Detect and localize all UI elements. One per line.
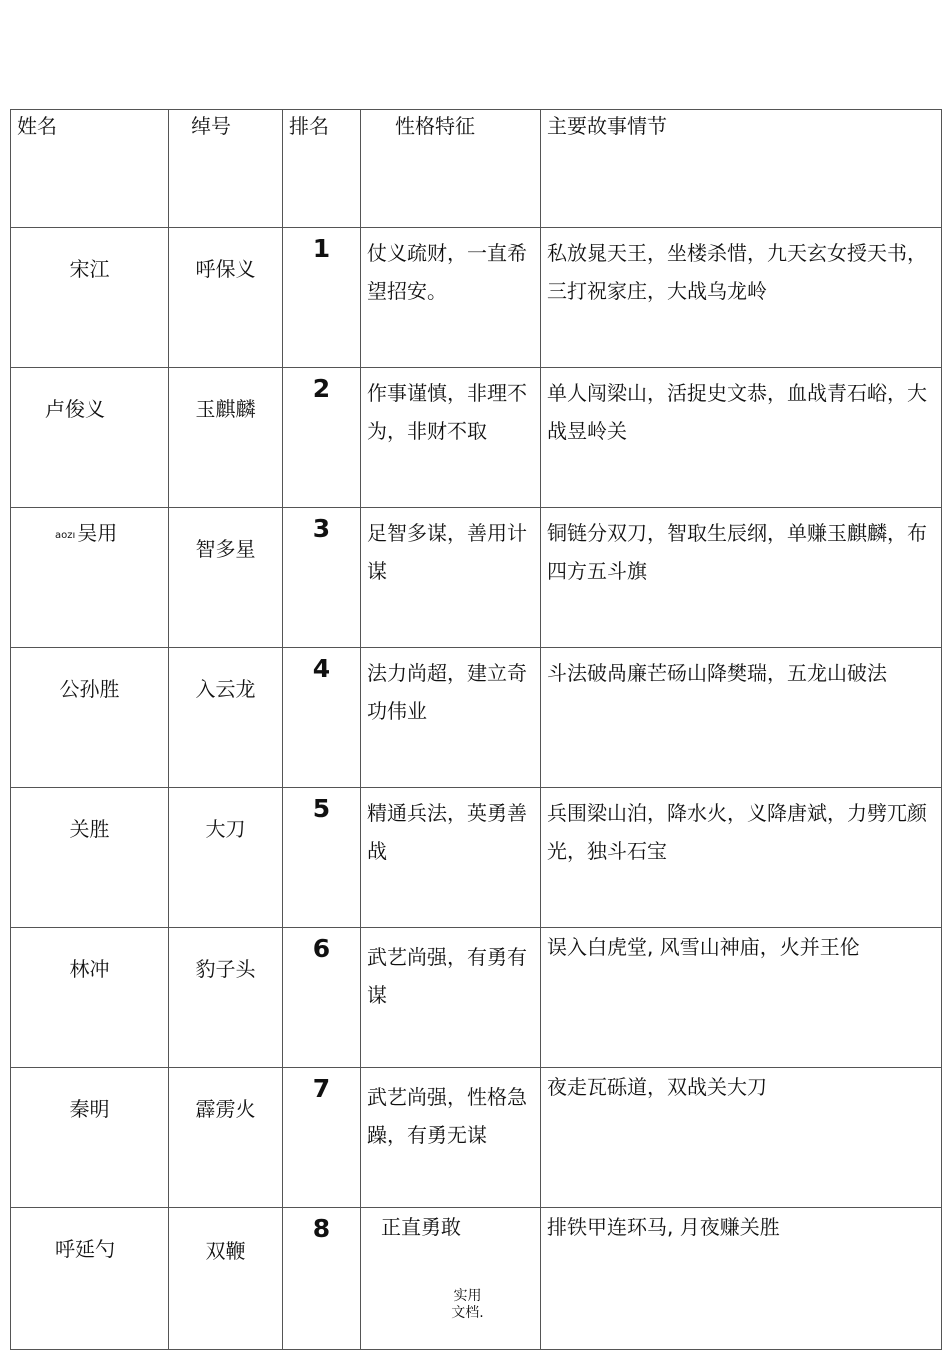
table-row (11, 788, 942, 928)
cell-story: 单人闯梁山，活捉史文恭，血战青石峪，大战昱岭关 (541, 368, 942, 508)
cell-rank: 7 (283, 1068, 361, 1208)
cell-name (11, 508, 169, 648)
footer-line-2: 文档. (451, 1305, 484, 1321)
cell-rank: 1 (283, 228, 361, 368)
cell-name: 秦明 (11, 1068, 169, 1208)
cell-nickname: 双鞭 (169, 1208, 283, 1350)
cell-name: 林冲 (11, 928, 169, 1068)
cell-rank: 3 (283, 508, 361, 648)
header-row (11, 110, 942, 228)
table-row (11, 1208, 942, 1350)
cell-nickname: 豹子头 (169, 928, 283, 1068)
table-row (11, 228, 942, 368)
cell-trait: 作事谨慎，非理不为，非财不取 (361, 368, 541, 508)
cell-rank: 4 (283, 648, 361, 788)
header-rank: 排名 (283, 110, 361, 228)
cell-name: 卢俊义 (11, 368, 169, 508)
cell-name: 宋江 (11, 228, 169, 368)
cell-trait: 仗义疏财，一直希望招安。 (361, 228, 541, 368)
cell-story: 铜链分双刀，智取生辰纲，单赚玉麒麟，布四方五斗旗 (541, 508, 942, 648)
cell-name: 关胜 (11, 788, 169, 928)
cell-trait: 精通兵法，英勇善战 (361, 788, 541, 928)
cell-trait: 正直勇敢 (361, 1208, 541, 1350)
table-row (11, 508, 942, 648)
cell-story: 误入白虎堂, 风雪山神庙，火并王伦 (541, 928, 942, 1068)
cell-trait: 法力尚超，建立奇功伟业 (361, 648, 541, 788)
cell-rank: 2 (283, 368, 361, 508)
header-nickname: 绰号 (169, 110, 283, 228)
cell-nickname: 入云龙 (169, 648, 283, 788)
cell-nickname: 智多星 (169, 508, 283, 648)
cell-rank: 6 (283, 928, 361, 1068)
header-trait: 性格特征 (361, 110, 541, 228)
cell-rank: 8 (283, 1208, 361, 1350)
header-story: 主要故事情节 (541, 110, 942, 228)
name-text: 吴用 (77, 521, 118, 545)
cell-name: 呼延勺 (11, 1208, 169, 1350)
cell-trait: 武艺尚强，有勇有谋 (361, 928, 541, 1068)
cell-nickname: 大刀 (169, 788, 283, 928)
table-row (11, 1068, 942, 1208)
header-name: 姓名 (11, 110, 169, 228)
table-row (11, 648, 942, 788)
table-row (11, 928, 942, 1068)
cell-story: 夜走瓦砾道，双战关大刀 (541, 1068, 942, 1208)
cell-trait: 武艺尚强，性格急躁，有勇无谋 (361, 1068, 541, 1208)
cell-nickname: 玉麒麟 (169, 368, 283, 508)
cell-rank: 5 (283, 788, 361, 928)
cell-name: 公孙胜 (11, 648, 169, 788)
heroes-table (10, 109, 942, 1350)
footer-line-1: 实用 (453, 1288, 482, 1304)
page-footer (0, 1288, 935, 1322)
table-row (11, 368, 942, 508)
cell-story: 兵围梁山泊，降水火，义降唐斌，力劈兀颜光，独斗石宝 (541, 788, 942, 928)
cell-trait: 足智多谋，善用计谋 (361, 508, 541, 648)
name-prefix: aozı (55, 530, 76, 541)
cell-nickname: 呼保义 (169, 228, 283, 368)
cell-story: 斗法破咼廉芒砀山降樊瑞，五龙山破法 (541, 648, 942, 788)
cell-story: 私放晁天王，坐楼杀惜，九天玄女授天书，三打祝家庄，大战乌龙岭 (541, 228, 942, 368)
cell-story: 排铁甲连环马, 月夜赚关胜 (541, 1208, 942, 1350)
cell-nickname: 霹雳火 (169, 1068, 283, 1208)
